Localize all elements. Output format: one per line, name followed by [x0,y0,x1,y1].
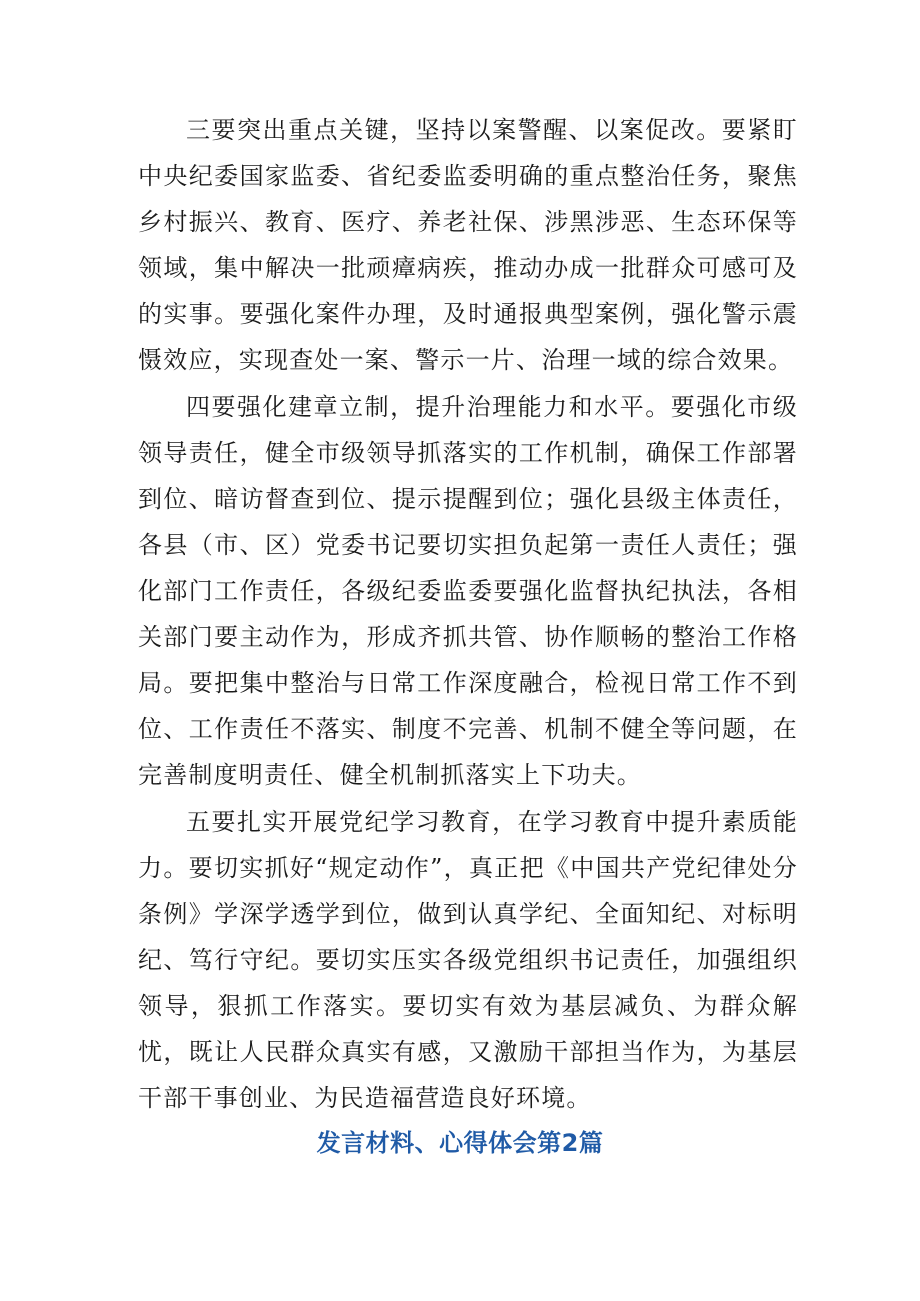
paragraph-3-key-focus: 三要突出重点关键，坚持以案警醒、以案促改。要紧盯中央纪委国家监委、省纪委监委明确的重点整治任务，聚焦乡村振兴、教育、医疗、养老社保、涉黑涉恶、生态环保等领域，集中解决一批顽瘴病疾，推动办成一批群众可感可及的实事。要强化案件办理，及时通报典型案例，强化警示震慑效应，实现查处一案、警示一片、治理一域的综合效果。 [138,116,798,374]
paragraph-5-party-discipline-education: 五要扎实开展党纪学习教育，在学习教育中提升素质能力。要切实抓好“规定动作”，真正把《中国共产党纪律处分条例》学深学透学到位，做到认真学纪、全面知纪、对标明纪、笃行守纪。要切实压实各级党组织书记责任，加强组织领导，狠抓工作落实。要切实有效为基层减负、为群众解忧，既让人民群众真实有感，又激励干部担当作为，为基层干部干事创业、为民造福营造良好环境。 [138,808,798,1112]
section-heading: 发言材料、心得体会第2篇 [316,1129,604,1157]
paragraph-4-institution-building: 四要强化建章立制，提升治理能力和水平。要强化市级领导责任，健全市级领导抓落实的工作机制，确保工作部署到位、暗访督查到位、提示提醒到位；强化县级主体责任，各县（市、区）党委书记要切实担负起第一责任人责任；强化部门工作责任，各级纪委监委要强化监督执纪执法，各相关部门要主动作为，形成齐抓共管、协作顺畅的整治工作格局。要把集中整治与日常工作深度融合，检视日常工作不到位、工作责任不落实、制度不完善、机制不健全等问题，在完善制度明责任、健全机制抓落实上下功夫。 [138,393,798,789]
